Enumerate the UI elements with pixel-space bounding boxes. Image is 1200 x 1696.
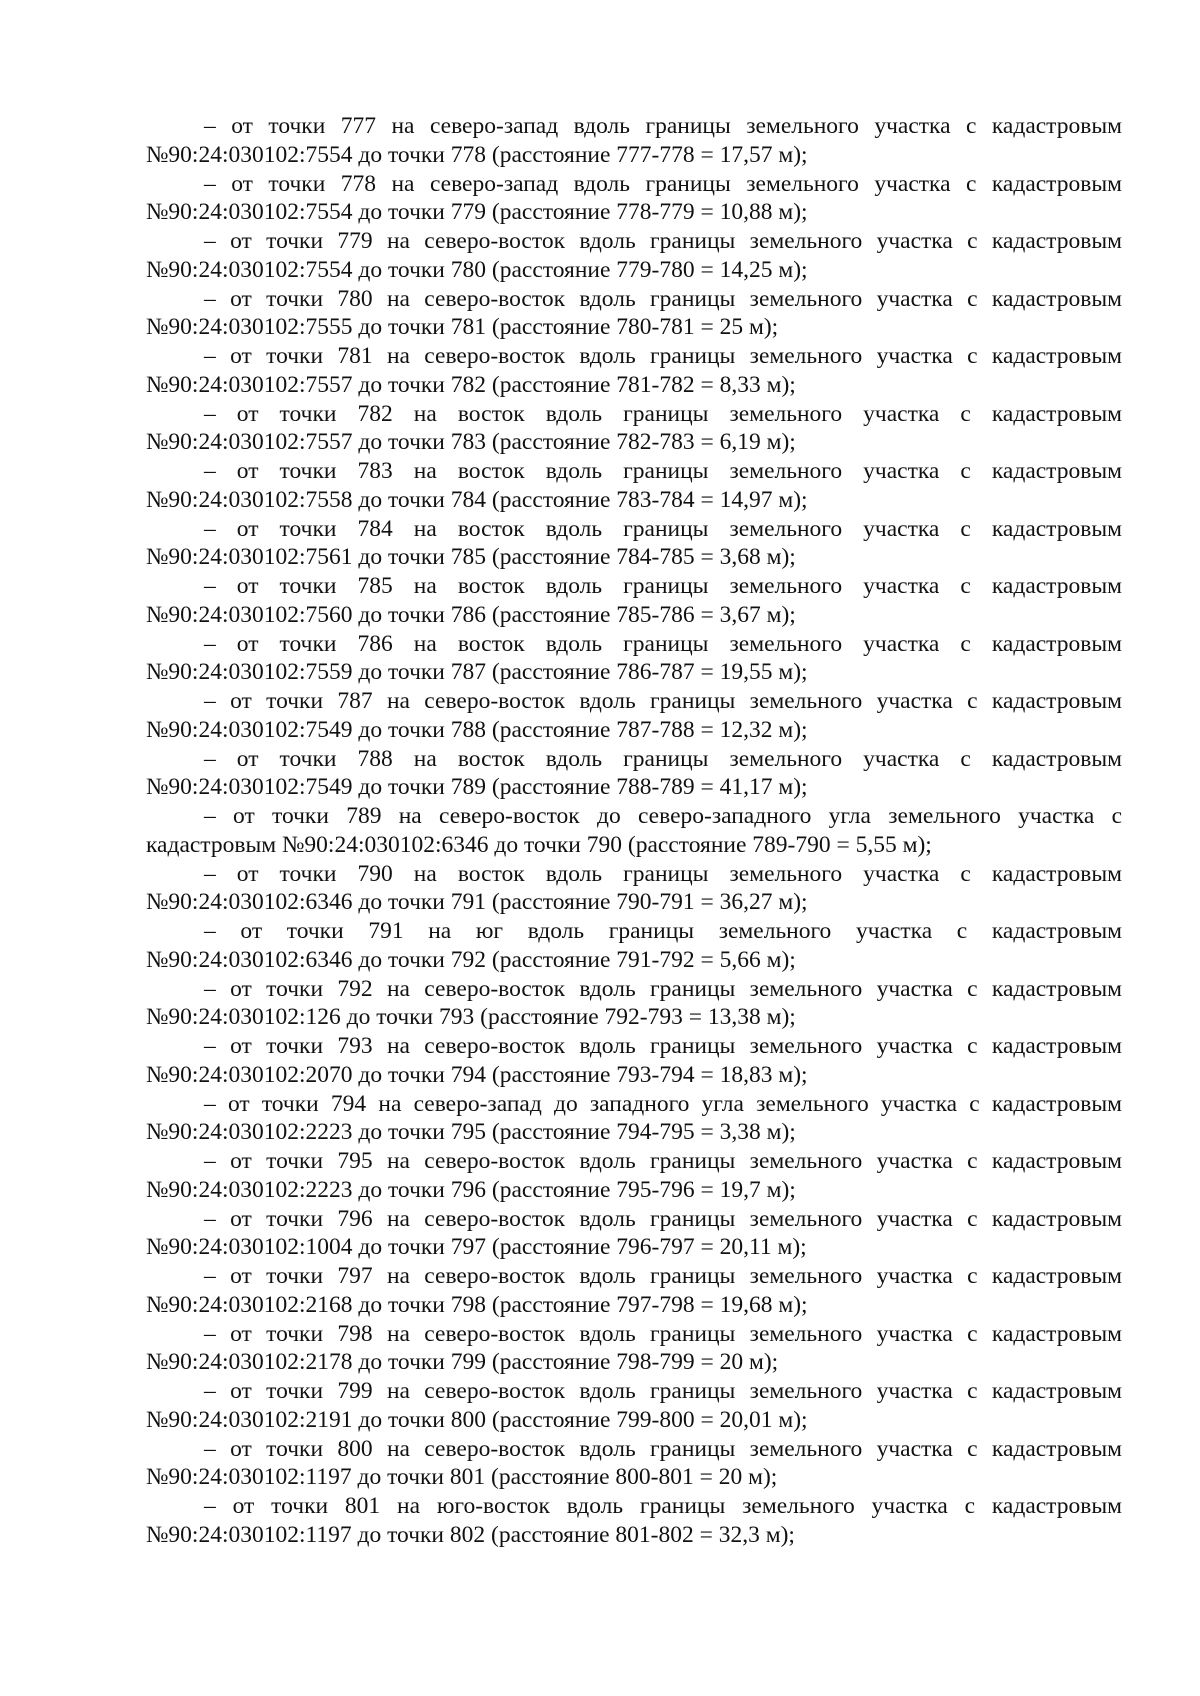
boundary-paragraph: – от точки 789 на северо-восток до северо-западного угла земельного участка с кадастровым №90:24:030102:6346 до точки 790 (расстояние 789-790 = 5,55 м); bbox=[146, 803, 1122, 858]
boundary-paragraph: – от точки 796 на северо-восток вдоль границы земельного участка с кадастровым №90:24:030102:1004 до точки 797 (расстояние 796-797 = 20,11 м); bbox=[146, 1205, 1122, 1261]
boundary-paragraph: – от точки 782 на восток вдоль границы земельного участка с кадастровым №90:24:030102:7557 до точки 783 (расстояние 782-783 = 6,19 м); bbox=[146, 400, 1122, 456]
boundary-paragraph: – от точки 785 на восток вдоль границы земельного участка с кадастровым №90:24:030102:7560 до точки 786 (расстояние 785-786 = 3,67 м); bbox=[146, 573, 1122, 628]
boundary-paragraph: – от точки 788 на восток вдоль границы земельного участка с кадастровым №90:24:030102:7549 до точки 789 (расстояние 788-789 = 41,17 м); bbox=[146, 745, 1122, 801]
boundary-paragraph: – от точки 781 на северо-восток вдоль границы земельного участка с кадастровым №90:24:030102:7557 до точки 782 (расстояние 781-782 = 8,33 м); bbox=[146, 343, 1122, 398]
boundary-paragraph: – от точки 777 на северо-запад вдоль границы земельного участка с кадастровым №90:24:030102:7554 до точки 778 (расстояние 777-778 = 17,57 м); bbox=[146, 113, 1122, 168]
document-body bbox=[146, 112, 1122, 1550]
boundary-paragraph: – от точки 790 на восток вдоль границы земельного участка с кадастровым №90:24:030102:6346 до точки 791 (расстояние 790-791 = 36,27 м); bbox=[146, 860, 1122, 916]
boundary-paragraph: – от точки 797 на северо-восток вдоль границы земельного участка с кадастровым №90:24:030102:2168 до точки 798 (расстояние 797-798 = 19,68 м); bbox=[146, 1263, 1122, 1318]
boundary-paragraph: – от точки 778 на северо-запад вдоль границы земельного участка с кадастровым №90:24:030102:7554 до точки 779 (расстояние 778-779 = 10,88 м); bbox=[146, 170, 1122, 226]
boundary-paragraph: – от точки 786 на восток вдоль границы земельного участка с кадастровым №90:24:030102:7559 до точки 787 (расстояние 786-787 = 19,55 м); bbox=[146, 630, 1122, 686]
boundary-paragraph: – от точки 791 на юг вдоль границы земельного участка с кадастровым №90:24:030102:6346 до точки 792 (расстояние 791-792 = 5,66 м); bbox=[146, 918, 1122, 973]
boundary-paragraph: – от точки 800 на северо-восток вдоль границы земельного участка с кадастровым №90:24:030102:1197 до точки 801 (расстояние 800-801 = 20 м); bbox=[146, 1435, 1122, 1491]
boundary-paragraph: – от точки 793 на северо-восток вдоль границы земельного участка с кадастровым №90:24:030102:2070 до точки 794 (расстояние 793-794 = 18,83 м); bbox=[146, 1033, 1122, 1088]
boundary-paragraph: – от точки 780 на северо-восток вдоль границы земельного участка с кадастровым №90:24:030102:7555 до точки 781 (расстояние 780-781 = 25 м); bbox=[146, 285, 1122, 341]
boundary-paragraph: – от точки 792 на северо-восток вдоль границы земельного участка с кадастровым №90:24:030102:126 до точки 793 (расстояние 792-793 = 13,38 м); bbox=[146, 975, 1122, 1031]
boundary-paragraph: – от точки 784 на восток вдоль границы земельного участка с кадастровым №90:24:030102:7561 до точки 785 (расстояние 784-785 = 3,68 м); bbox=[146, 515, 1122, 571]
boundary-paragraph: – от точки 801 на юго-восток вдоль границы земельного участка с кадастровым №90:24:030102:1197 до точки 802 (расстояние 801-802 = 32,3 м); bbox=[146, 1493, 1122, 1548]
boundary-paragraph: – от точки 787 на северо-восток вдоль границы земельного участка с кадастровым №90:24:030102:7549 до точки 788 (расстояние 787-788 = 12,32 м); bbox=[146, 688, 1122, 743]
boundary-paragraph: – от точки 779 на северо-восток вдоль границы земельного участка с кадастровым №90:24:030102:7554 до точки 780 (расстояние 779-780 = 14,25 м); bbox=[146, 228, 1122, 283]
boundary-paragraph: – от точки 798 на северо-восток вдоль границы земельного участка с кадастровым №90:24:030102:2178 до точки 799 (расстояние 798-799 = 20 м); bbox=[146, 1320, 1122, 1376]
boundary-paragraph: – от точки 783 на восток вдоль границы земельного участка с кадастровым №90:24:030102:7558 до точки 784 (расстояние 783-784 = 14,97 м); bbox=[146, 458, 1122, 513]
boundary-paragraph: – от точки 794 на северо-запад до западного угла земельного участка с кадастровым №90:24:030102:2223 до точки 795 (расстояние 794-795 = 3,38 м); bbox=[146, 1090, 1122, 1146]
boundary-paragraph: – от точки 795 на северо-восток вдоль границы земельного участка с кадастровым №90:24:030102:2223 до точки 796 (расстояние 795-796 = 19,7 м); bbox=[146, 1148, 1122, 1203]
boundary-paragraph: – от точки 799 на северо-восток вдоль границы земельного участка с кадастровым №90:24:030102:2191 до точки 800 (расстояние 799-800 = 20,01 м); bbox=[146, 1378, 1122, 1433]
